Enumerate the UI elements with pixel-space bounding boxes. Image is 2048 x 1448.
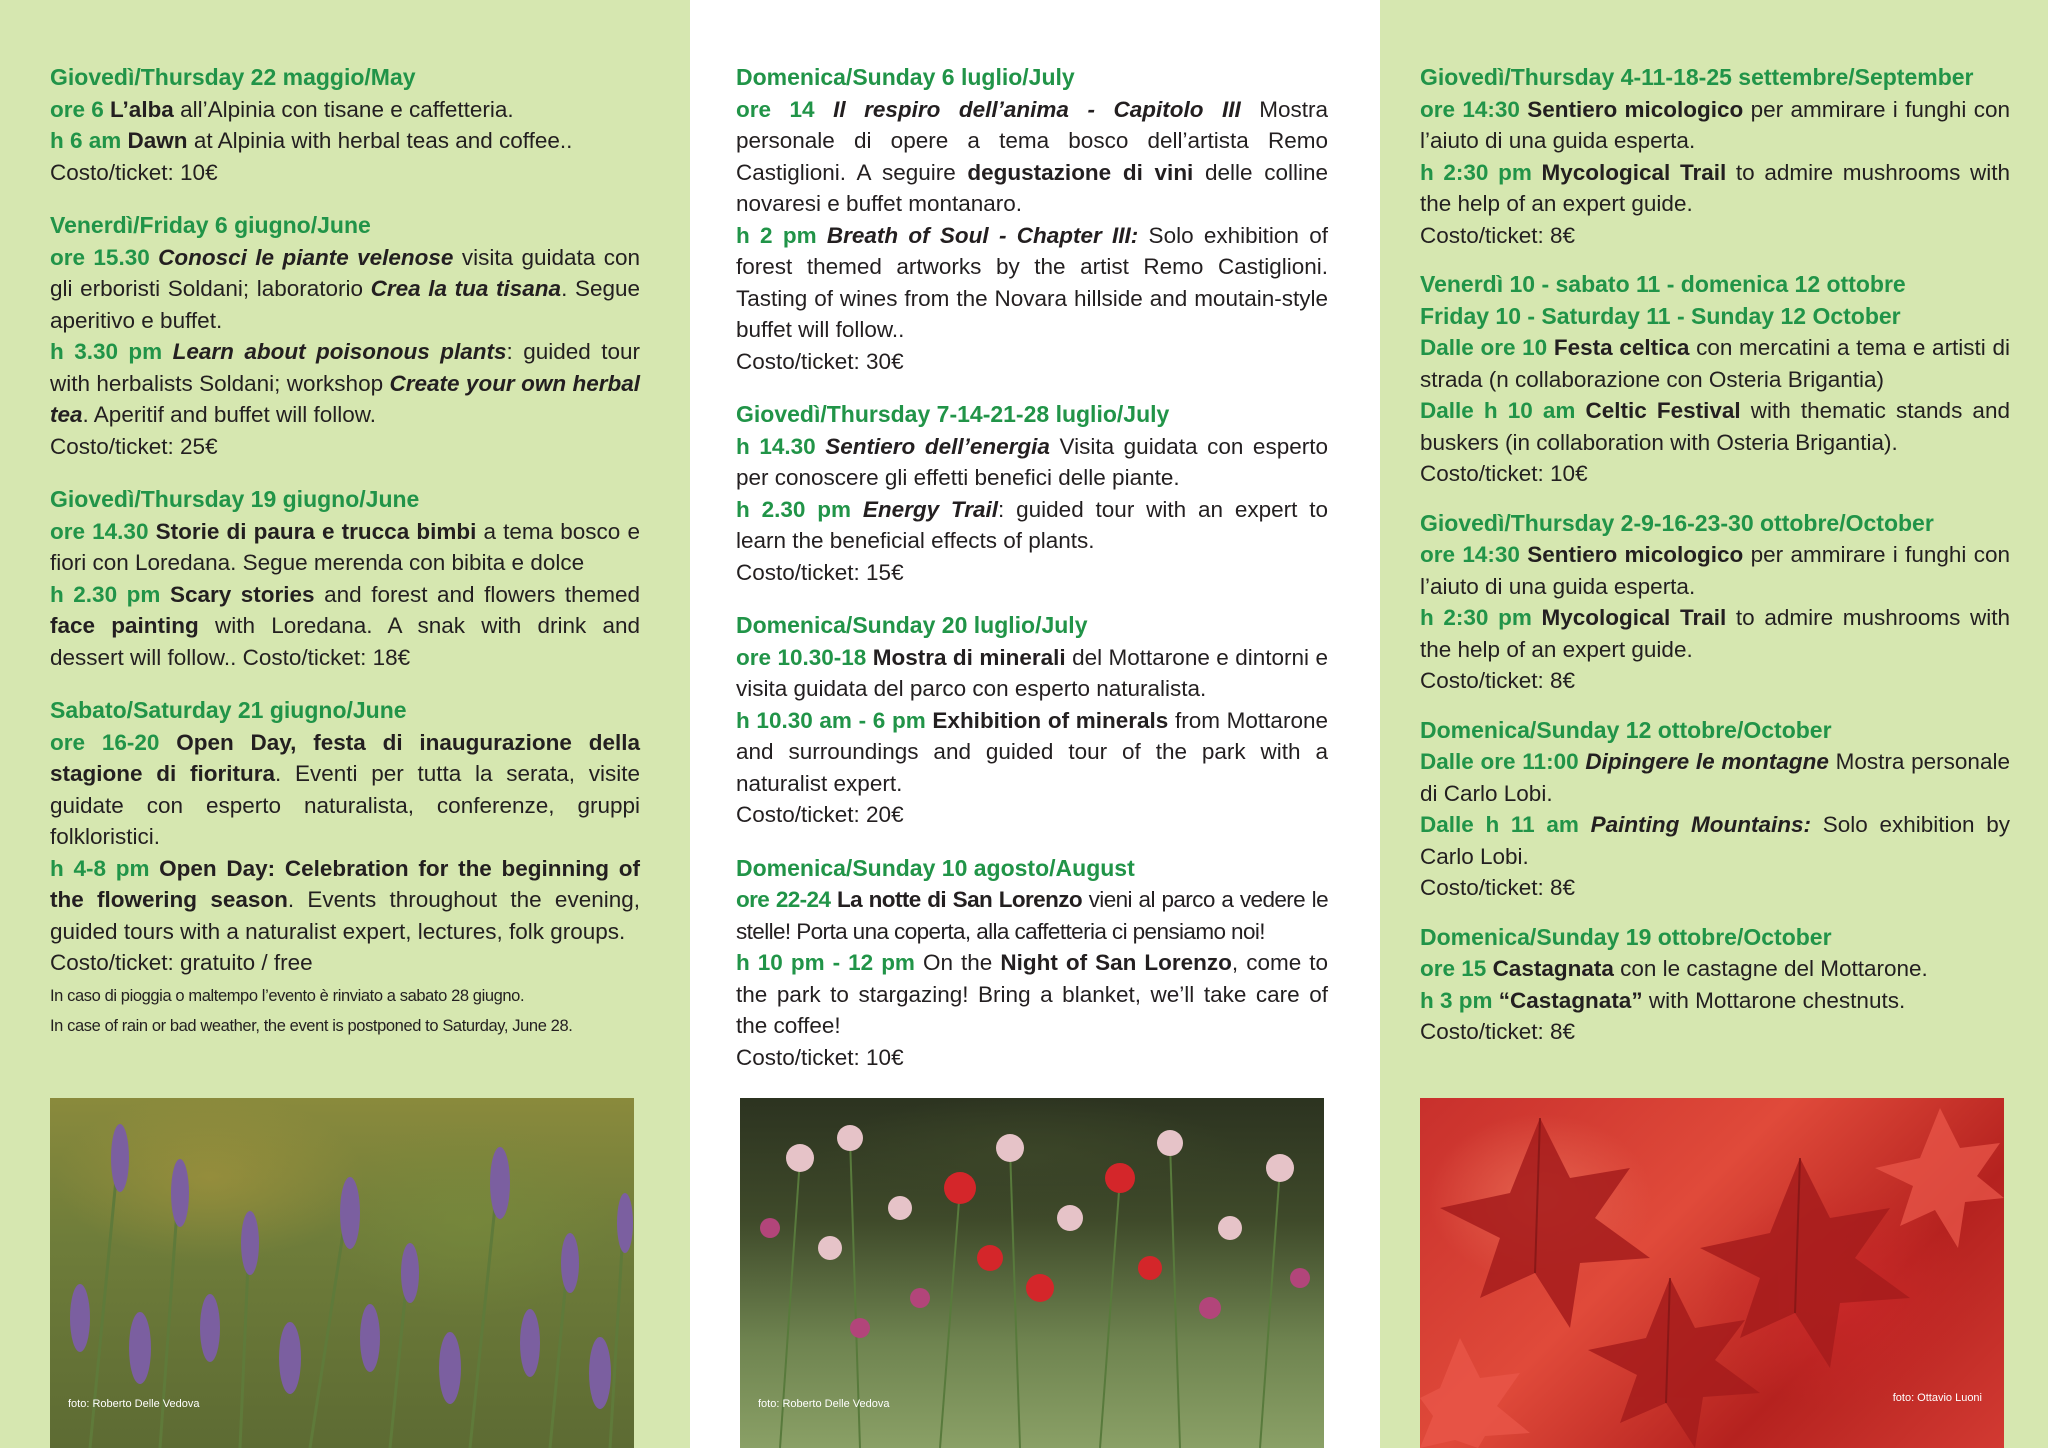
event-date: Giovedì/Thursday 7-14-21-28 luglio/July <box>736 401 1170 427</box>
event-time: h 2 pm <box>736 222 817 248</box>
event-text: a tema bosco e fiori con Loredana. Segue merenda con bibita e dolce <box>50 518 640 575</box>
event-ticket: Costo/ticket: 8€ <box>1420 1019 1576 1044</box>
event-date: Giovedì/Thursday 19 giugno/June <box>50 486 420 512</box>
event-title: Painting Mountains: <box>1590 812 1812 837</box>
event-date: Domenica/Sunday 10 agosto/August <box>736 854 1135 881</box>
event-desc-it <box>1420 746 2010 809</box>
event-desc-en <box>50 125 640 157</box>
event-desc-en <box>1420 985 2010 1017</box>
event-title: Open Day, festa di inaugurazione della stagione di fioritura <box>50 729 640 786</box>
event-date: Domenica/Sunday 6 luglio/July <box>736 64 1075 90</box>
event-desc-en <box>1420 602 2010 665</box>
event-desc-it <box>50 94 640 126</box>
event-20-july <box>736 610 1328 831</box>
event-title: Sentiero micologico <box>1527 542 1744 567</box>
event-time: Dalle h 10 am <box>1420 398 1576 423</box>
event-desc-it <box>736 94 1328 220</box>
event-desc-it <box>1420 539 2010 602</box>
event-text: , come to the park to stargazing! Bring a blanket, we’ll take care of the coffee! <box>736 950 1329 1038</box>
event-text: con mercatini a tema e artisti di strada (n collaborazione con Osteria Brigantia) <box>1420 335 2010 392</box>
lavender-illustration <box>50 1098 634 1448</box>
event-time: h 14.30 <box>736 433 816 459</box>
event-text: con le castagne del Mottarone. <box>1613 956 1928 981</box>
event-text: vieni al parco a vedere le stelle! Porta una coperta, alla caffetteria ci pensiamo noi! <box>736 887 1328 944</box>
event-desc-it <box>1420 94 2010 157</box>
event-time: ore 14.30 <box>50 518 149 544</box>
event-workshop: Crea la tua tisana <box>370 276 562 301</box>
event-desc-it <box>736 642 1328 705</box>
panel-center <box>690 0 1380 1448</box>
event-desc-en <box>736 494 1328 557</box>
event-desc-en <box>1420 395 2010 458</box>
event-september-thursdays <box>1420 62 2010 251</box>
events-list-left <box>50 62 640 1063</box>
event-desc-en <box>736 220 1328 346</box>
event-desc-it <box>50 727 640 853</box>
event-text: Mostra personale di Carlo Lobi. <box>1420 749 2010 806</box>
event-12-october <box>1420 715 2010 904</box>
event-ticket: Costo/ticket: 8€ <box>1420 668 1576 693</box>
event-title: Energy Trail <box>862 496 999 522</box>
event-6-july <box>736 62 1328 377</box>
event-desc-en <box>50 853 640 948</box>
event-time: ore 22-24 <box>736 887 831 912</box>
event-october-thursdays <box>1420 508 2010 697</box>
event-10-august <box>736 853 1328 1074</box>
event-text: per ammirare i funghi con l’aiuto di una guida esperta. <box>1420 542 2010 599</box>
photo-credit: foto: Roberto Delle Vedova <box>68 1398 200 1410</box>
event-title: “Castagnata” <box>1498 987 1643 1013</box>
events-list-right <box>1420 62 2010 1070</box>
event-text: to admire mushrooms with the help of an expert guide. <box>1420 605 2011 662</box>
photo-credit: foto: Roberto Delle Vedova <box>758 1398 890 1410</box>
event-title: face painting <box>50 613 199 638</box>
event-july-thursdays <box>736 399 1328 588</box>
event-text: with thematic stands and buskers (in collaboration with Osteria Brigantia). <box>1420 398 2010 455</box>
event-time: ore 10.30-18 <box>736 644 867 670</box>
event-text: all’Alpinia con tisane e caffetteria. <box>173 96 514 122</box>
event-time: h 4-8 pm <box>50 855 150 881</box>
event-time: h 2:30 pm <box>1420 605 1532 630</box>
event-date: Domenica/Sunday 20 luglio/July <box>736 612 1088 638</box>
event-text: . Aperitif and buffet will follow. <box>82 402 377 427</box>
event-ticket: Costo/ticket: 10€ <box>50 159 218 185</box>
event-time: h 2.30 pm <box>736 496 851 522</box>
event-desc-en <box>50 579 640 674</box>
event-time: ore 15.30 <box>50 244 150 270</box>
event-text: from Mottarone and surroundings and guided tour of the park with a naturalist expert. <box>736 707 1328 796</box>
event-highlight: degustazione di vini <box>967 159 1194 185</box>
event-title: Castagnata <box>1492 956 1614 981</box>
lavender-photo <box>50 1098 634 1448</box>
event-title: Mycological Trail <box>1541 159 1727 185</box>
event-ticket: Costo/ticket: 8€ <box>1420 875 1576 900</box>
event-19-june <box>50 484 640 673</box>
event-time: Dalle ore 11:00 <box>1420 749 1579 774</box>
event-desc-en <box>736 947 1328 1042</box>
event-desc-en <box>736 705 1328 800</box>
panel-right <box>1380 0 2048 1448</box>
autumn-leaves-photo <box>1420 1098 2004 1448</box>
event-title: Dawn <box>127 128 188 153</box>
event-time: ore 16-20 <box>50 729 160 755</box>
event-date: Domenica/Sunday 19 ottobre/October <box>1420 923 1832 950</box>
event-time: ore 6 <box>50 96 104 122</box>
panel-left <box>0 0 690 1448</box>
event-time: ore 14 <box>736 96 815 122</box>
event-title: Scary stories <box>169 581 315 607</box>
event-text: with Loredana. A snak with drink and dessert will follow.. Costo/ticket: 18€ <box>50 613 640 670</box>
event-title: Mycological Trail <box>1541 605 1727 630</box>
event-desc-en <box>1420 157 2010 220</box>
event-text: Solo exhibition of forest themed artworks by the artist Remo Castiglioni. Tasting of wines from the Novara hillside and moutain-style buffet will follow.. <box>736 222 1328 342</box>
event-title: Dipingere le montagne <box>1585 749 1829 774</box>
event-desc-it <box>50 516 640 579</box>
event-ticket: Costo/ticket: 10€ <box>736 1044 904 1070</box>
event-date: Sabato/Saturday 21 giugno/June <box>50 697 407 723</box>
event-title: Festa celtica <box>1553 335 1690 360</box>
event-desc-en <box>50 336 640 431</box>
event-time: ore 14:30 <box>1420 96 1520 122</box>
events-list-center <box>736 62 1328 1095</box>
event-title: Night of San Lorenzo <box>1000 950 1232 975</box>
event-desc-it <box>1420 953 2010 985</box>
event-ticket: Costo/ticket: 15€ <box>736 559 904 585</box>
event-workshop: Create your own herbal tea <box>50 370 640 427</box>
event-celtic-festival <box>1420 269 2010 490</box>
event-title: Conosci le piante velenose <box>158 244 454 270</box>
event-title: Exhibition of minerals <box>932 707 1169 733</box>
event-text: to admire mushrooms with the help of an expert guide. <box>1420 159 2011 216</box>
event-text: with Mottarone chestnuts. <box>1642 987 1906 1013</box>
event-time: h 2.30 pm <box>50 581 161 607</box>
event-text: Mostra personale di opere a tema bosco dell’artista Remo Castiglioni. A seguire <box>736 96 1328 185</box>
event-text: and forest and flowers themed <box>314 581 640 607</box>
event-title: Breath of Soul - Chapter III: <box>826 222 1139 248</box>
event-6-june <box>50 210 640 462</box>
event-ticket: Costo/ticket: 8€ <box>1420 222 1576 248</box>
event-title: Sentiero dell’energia <box>825 433 1050 459</box>
event-text: . Eventi per tutta la serata, visite guidate con esperto naturalista, conferenze, gruppi folkloristici. <box>50 761 641 849</box>
event-22-may <box>50 62 640 188</box>
event-text: delle colline novaresi e buffet montanaro. <box>736 159 1329 216</box>
event-title: Mostra di minerali <box>872 644 1066 670</box>
event-title: Learn about poisonous plants <box>172 339 507 364</box>
event-ticket: Costo/ticket: gratuito / free <box>50 950 313 975</box>
event-time: Dalle ore 10 <box>1420 335 1548 360</box>
event-text: : guided tour with herbalists Soldani; workshop <box>50 339 640 396</box>
event-time: h 3 pm <box>1420 987 1493 1013</box>
event-text: On the <box>914 950 1001 975</box>
event-date: Domenica/Sunday 12 ottobre/October <box>1420 716 1832 743</box>
event-ticket: Costo/ticket: 20€ <box>736 802 904 827</box>
event-time: ore 14:30 <box>1420 542 1520 567</box>
rain-note-it: In caso di pioggia o maltempo l’evento è rinviato a sabato 28 giugno. <box>50 986 525 1005</box>
event-date: Giovedì/Thursday 4-11-18-25 settembre/September <box>1420 64 1974 90</box>
event-date-en: Friday 10 - Saturday 11 - Sunday 12 October <box>1420 302 1901 329</box>
event-ticket: Costo/ticket: 30€ <box>736 348 904 374</box>
event-desc-it <box>1420 332 2010 395</box>
event-date: Giovedì/Thursday 22 maggio/May <box>50 64 416 90</box>
event-19-october <box>1420 922 2010 1048</box>
event-time: h 6 am <box>50 128 122 153</box>
event-time: h 10 pm - 12 pm <box>736 950 915 975</box>
event-text: . Segue aperitivo e buffet. <box>50 276 641 333</box>
event-ticket: Costo/ticket: 10€ <box>1420 461 1588 486</box>
event-title: Open Day: Celebration for the beginning of the flowering season <box>50 855 640 912</box>
event-time: Dalle h 11 am <box>1420 812 1579 837</box>
event-time: h 10.30 am - 6 pm <box>736 707 926 733</box>
event-desc-it <box>736 431 1328 494</box>
wildflowers-illustration <box>740 1098 1324 1448</box>
event-desc-it <box>736 884 1328 947</box>
event-desc-it <box>50 242 640 337</box>
event-desc-en <box>1420 809 2010 872</box>
event-21-june <box>50 695 640 1041</box>
event-text: del Mottarone e dintorni e visita guidata del parco con esperto naturalista. <box>736 644 1328 701</box>
event-title: Il respiro dell’anima - Capitolo III <box>833 96 1241 122</box>
event-time: ore 15 <box>1420 956 1487 981</box>
event-time: h 2:30 pm <box>1420 159 1532 185</box>
event-text: per ammirare i funghi con l’aiuto di una guida esperta. <box>1420 96 2010 153</box>
event-text: Solo exhibition by Carlo Lobi. <box>1420 812 2010 869</box>
event-title: Celtic Festival <box>1585 398 1741 423</box>
event-text: at Alpinia with herbal teas and coffee.. <box>187 128 573 153</box>
event-time: h 3.30 pm <box>50 339 163 364</box>
event-title: L’alba <box>110 96 174 122</box>
event-title: Storie di paura e trucca bimbi <box>155 518 477 544</box>
event-date: Giovedì/Thursday 2-9-16-23-30 ottobre/October <box>1420 509 1934 536</box>
event-ticket: Costo/ticket: 25€ <box>50 433 218 459</box>
rain-note-en: In case of rain or bad weather, the event is postponed to Saturday, June 28. <box>50 1016 573 1035</box>
photo-credit: foto: Ottavio Luoni <box>1892 1392 1982 1404</box>
event-date: Venerdì/Friday 6 giugno/June <box>50 212 371 238</box>
event-text: . Events throughout the evening, guided tours with a naturalist expert, lectures, folk groups. <box>50 887 640 944</box>
event-title: Sentiero micologico <box>1527 96 1744 122</box>
event-text: Visita guidata con esperto per conoscere gli effetti benefici delle piante. <box>736 433 1328 490</box>
event-date: Venerdì 10 - sabato 11 - domenica 12 ottobre <box>1420 271 1906 297</box>
wildflowers-photo <box>740 1098 1324 1448</box>
event-title: La notte di San Lorenzo <box>837 887 1083 912</box>
event-text: visita guidata con gli erboristi Soldani; laboratorio <box>50 244 640 301</box>
event-text: : guided tour with an expert to learn the beneficial effects of plants. <box>736 496 1328 553</box>
